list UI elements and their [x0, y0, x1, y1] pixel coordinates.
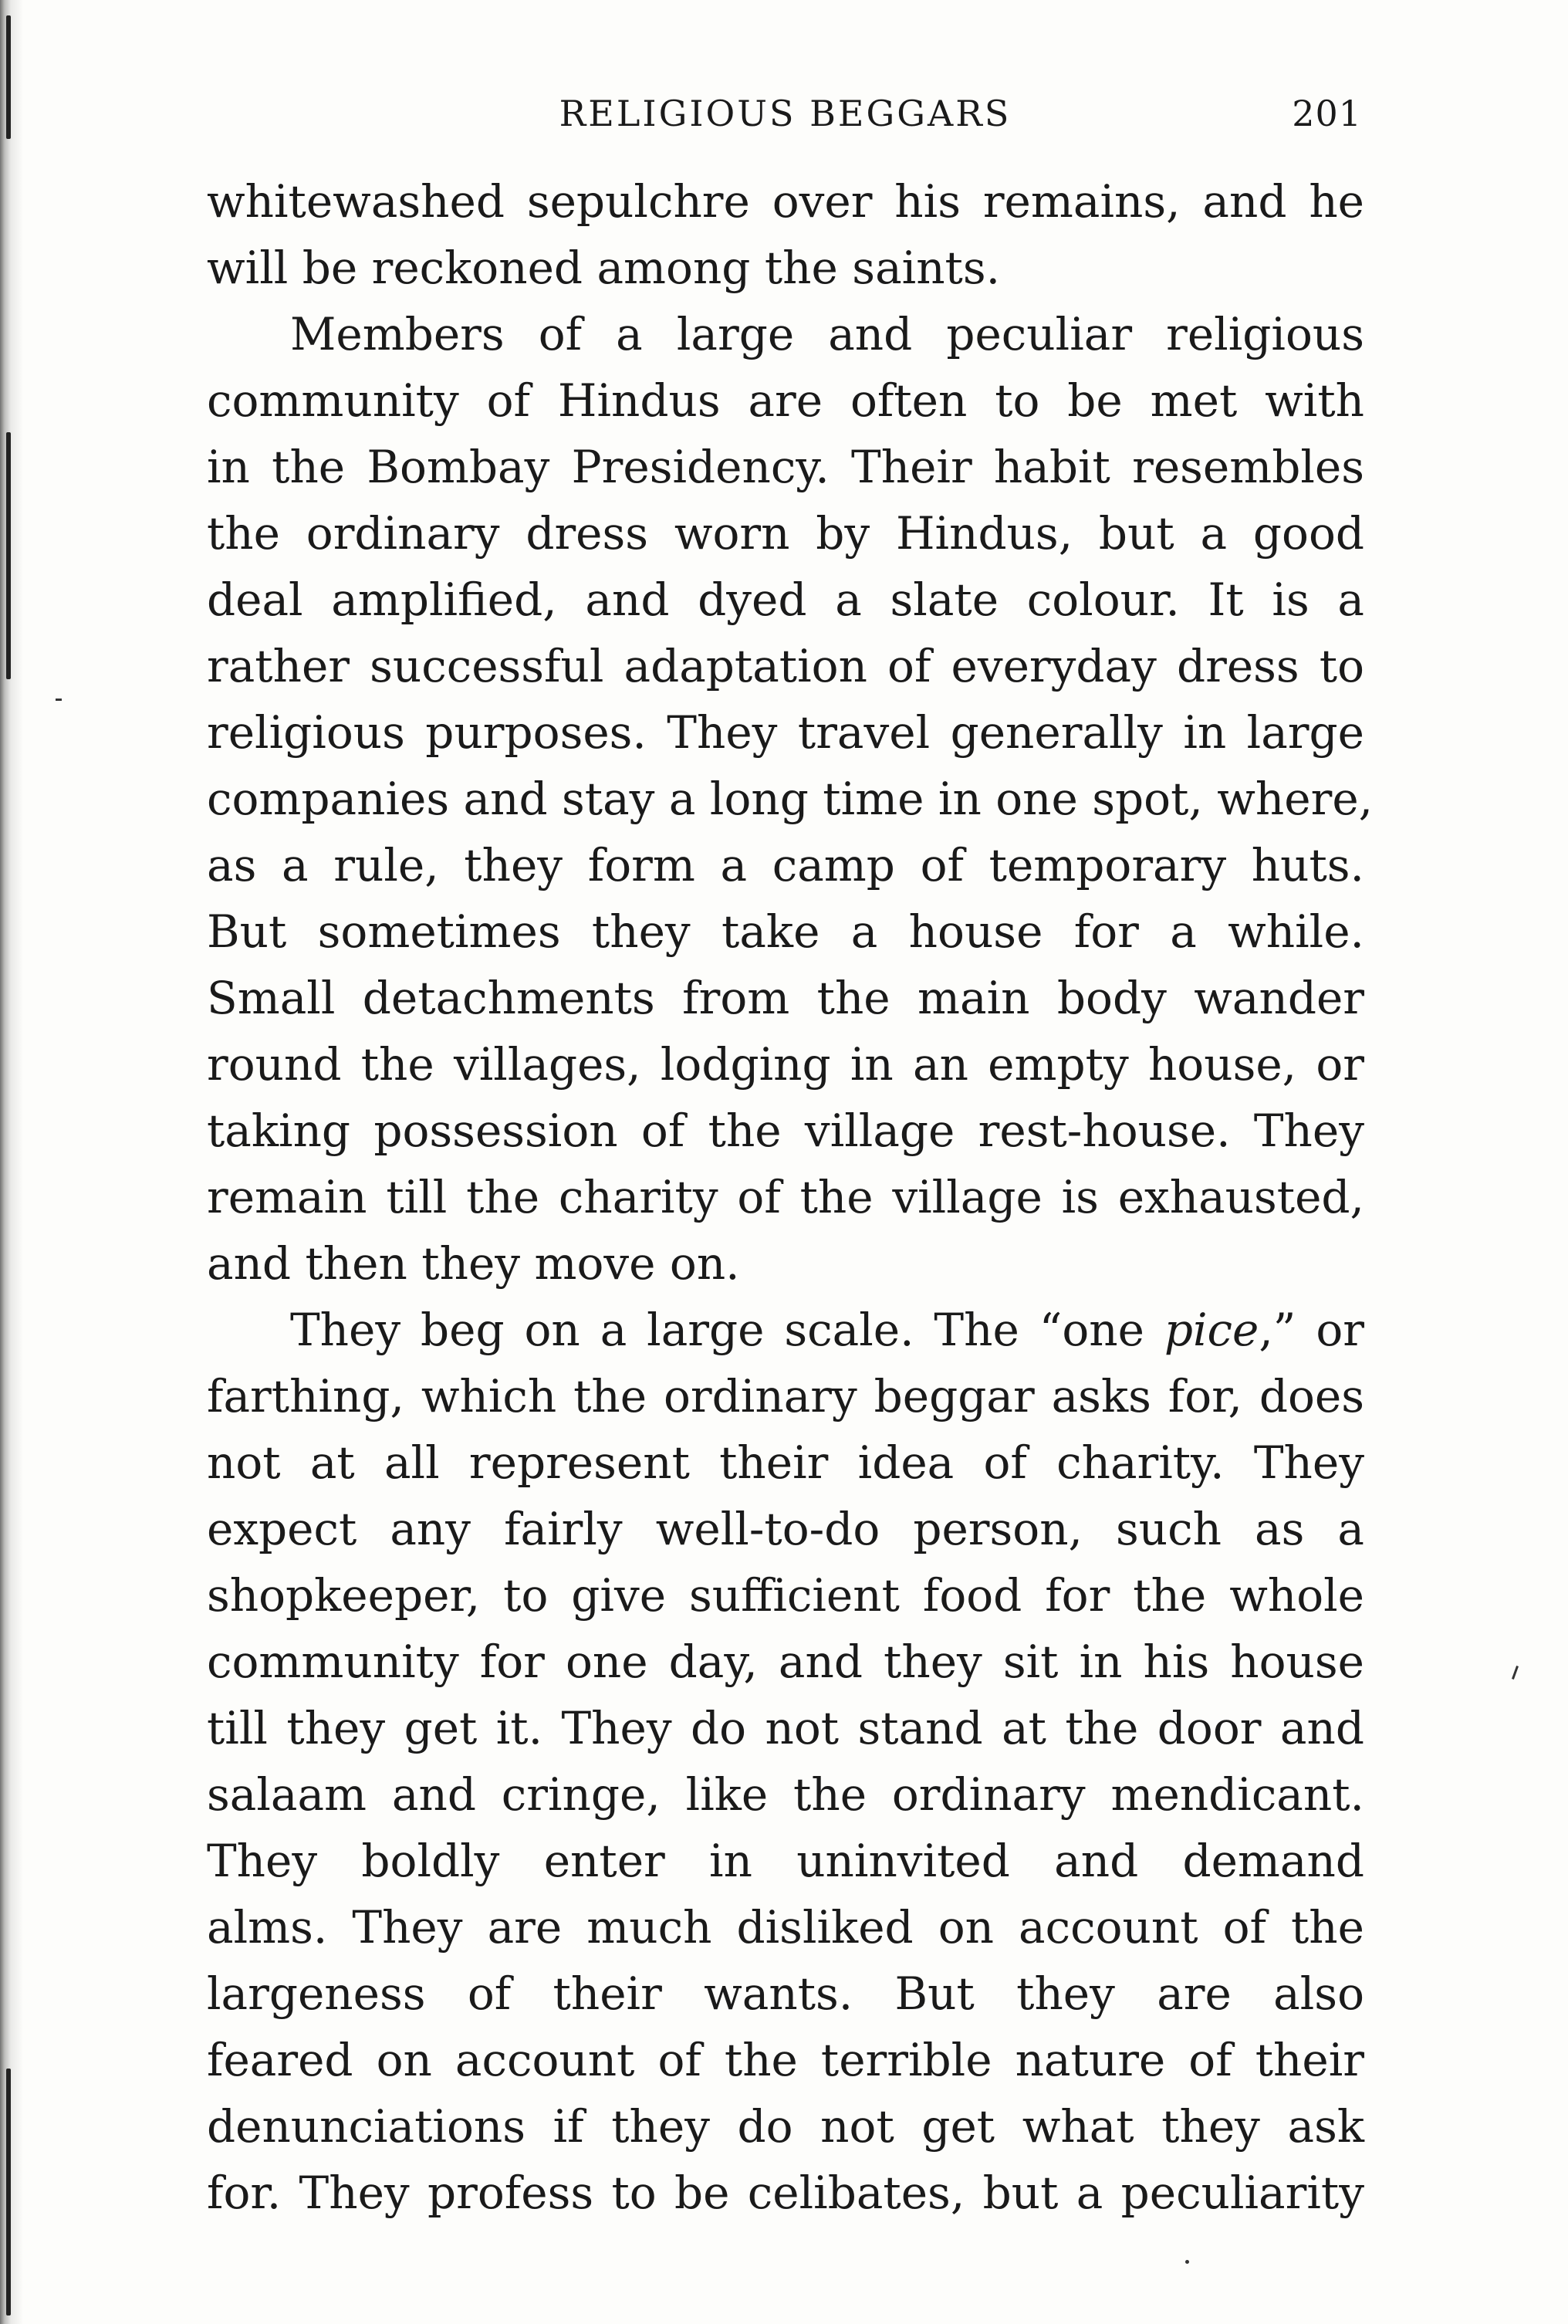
text-line: taking possession of the village rest-house. They — [207, 1104, 1364, 1157]
text-line: deal amplified, and dyed a slate colour. It is a — [207, 573, 1364, 626]
running-head — [208, 86, 1362, 140]
text-line: But sometimes they take a house for a while. — [207, 905, 1364, 958]
text-line: expect any fairly well-to-do person, such as a — [207, 1503, 1364, 1555]
text-line: They boldly enter in uninvited and demand — [207, 1835, 1364, 1887]
text-line: round the villages, lodging in an empty house, or — [207, 1038, 1364, 1091]
text-line: community of Hindus are often to be met with — [207, 374, 1364, 427]
text-line: salaam and cringe, like the ordinary mendicant. — [207, 1768, 1364, 1821]
text-line: farthing, which the ordinary beggar asks for, does — [207, 1370, 1364, 1422]
spine-shadow — [0, 0, 23, 2324]
text-line: alms. They are much disliked on account of the — [207, 1901, 1364, 1954]
text-line: the ordinary dress worn by Hindus, but a good — [207, 507, 1364, 560]
text-line: Small detachments from the main body wander — [207, 972, 1364, 1024]
text-line: religious purposes. They travel generally in large — [207, 706, 1364, 759]
page-number: 201 — [1292, 93, 1362, 134]
running-title: RELIGIOUS BEGGARS — [559, 93, 1012, 134]
text-line: rather successful adaptation of everyday dress to — [207, 640, 1364, 692]
text-line: and then they move on. — [207, 1237, 740, 1290]
text-line: will be reckoned among the saints. — [207, 242, 1001, 294]
text-line: for. They profess to be celibates, but a peculiarity — [207, 2167, 1364, 2219]
text-line: largeness of their wants. But they are also — [207, 1967, 1364, 2020]
text-line: in the Bombay Presidency. Their habit resembles — [207, 441, 1364, 493]
scan-speck — [1512, 1666, 1519, 1680]
text-line: shopkeeper, to give sufficient food for the whole — [207, 1569, 1364, 1622]
spine-mark — [6, 2069, 11, 2316]
text-line: as a rule, they form a camp of temporary huts. — [207, 839, 1364, 891]
spine-mark — [6, 432, 11, 679]
text-line: till they get it. They do not stand at the door and — [207, 1702, 1364, 1754]
pice-italic: pice — [1164, 1304, 1259, 1356]
text-line: feared on account of the terrible nature of their — [207, 2034, 1364, 2086]
text-line: denunciations if they do not get what they ask — [207, 2100, 1364, 2153]
text-line: not at all represent their idea of charity. They — [207, 1436, 1364, 1489]
spine-mark — [6, 15, 11, 139]
pice-line-before: They beg on a large scale. The “one — [290, 1304, 1164, 1356]
body-text — [207, 168, 1374, 2226]
paragraph-start: Members of a large and peculiar religious — [290, 308, 1364, 360]
text-line: remain till the charity of the village is exhausted, — [207, 1171, 1364, 1223]
scan-speck — [56, 699, 62, 701]
paragraph-start — [207, 1297, 1364, 1363]
text-line: community for one day, and they sit in his house — [207, 1636, 1364, 1688]
text-line: companies and stay a long time in one spot, where, — [207, 773, 1374, 825]
text-line: whitewashed sepulchre over his remains, and he — [207, 175, 1364, 228]
scan-speck — [1185, 2260, 1189, 2264]
pice-line-after: ,” or — [1259, 1304, 1364, 1356]
